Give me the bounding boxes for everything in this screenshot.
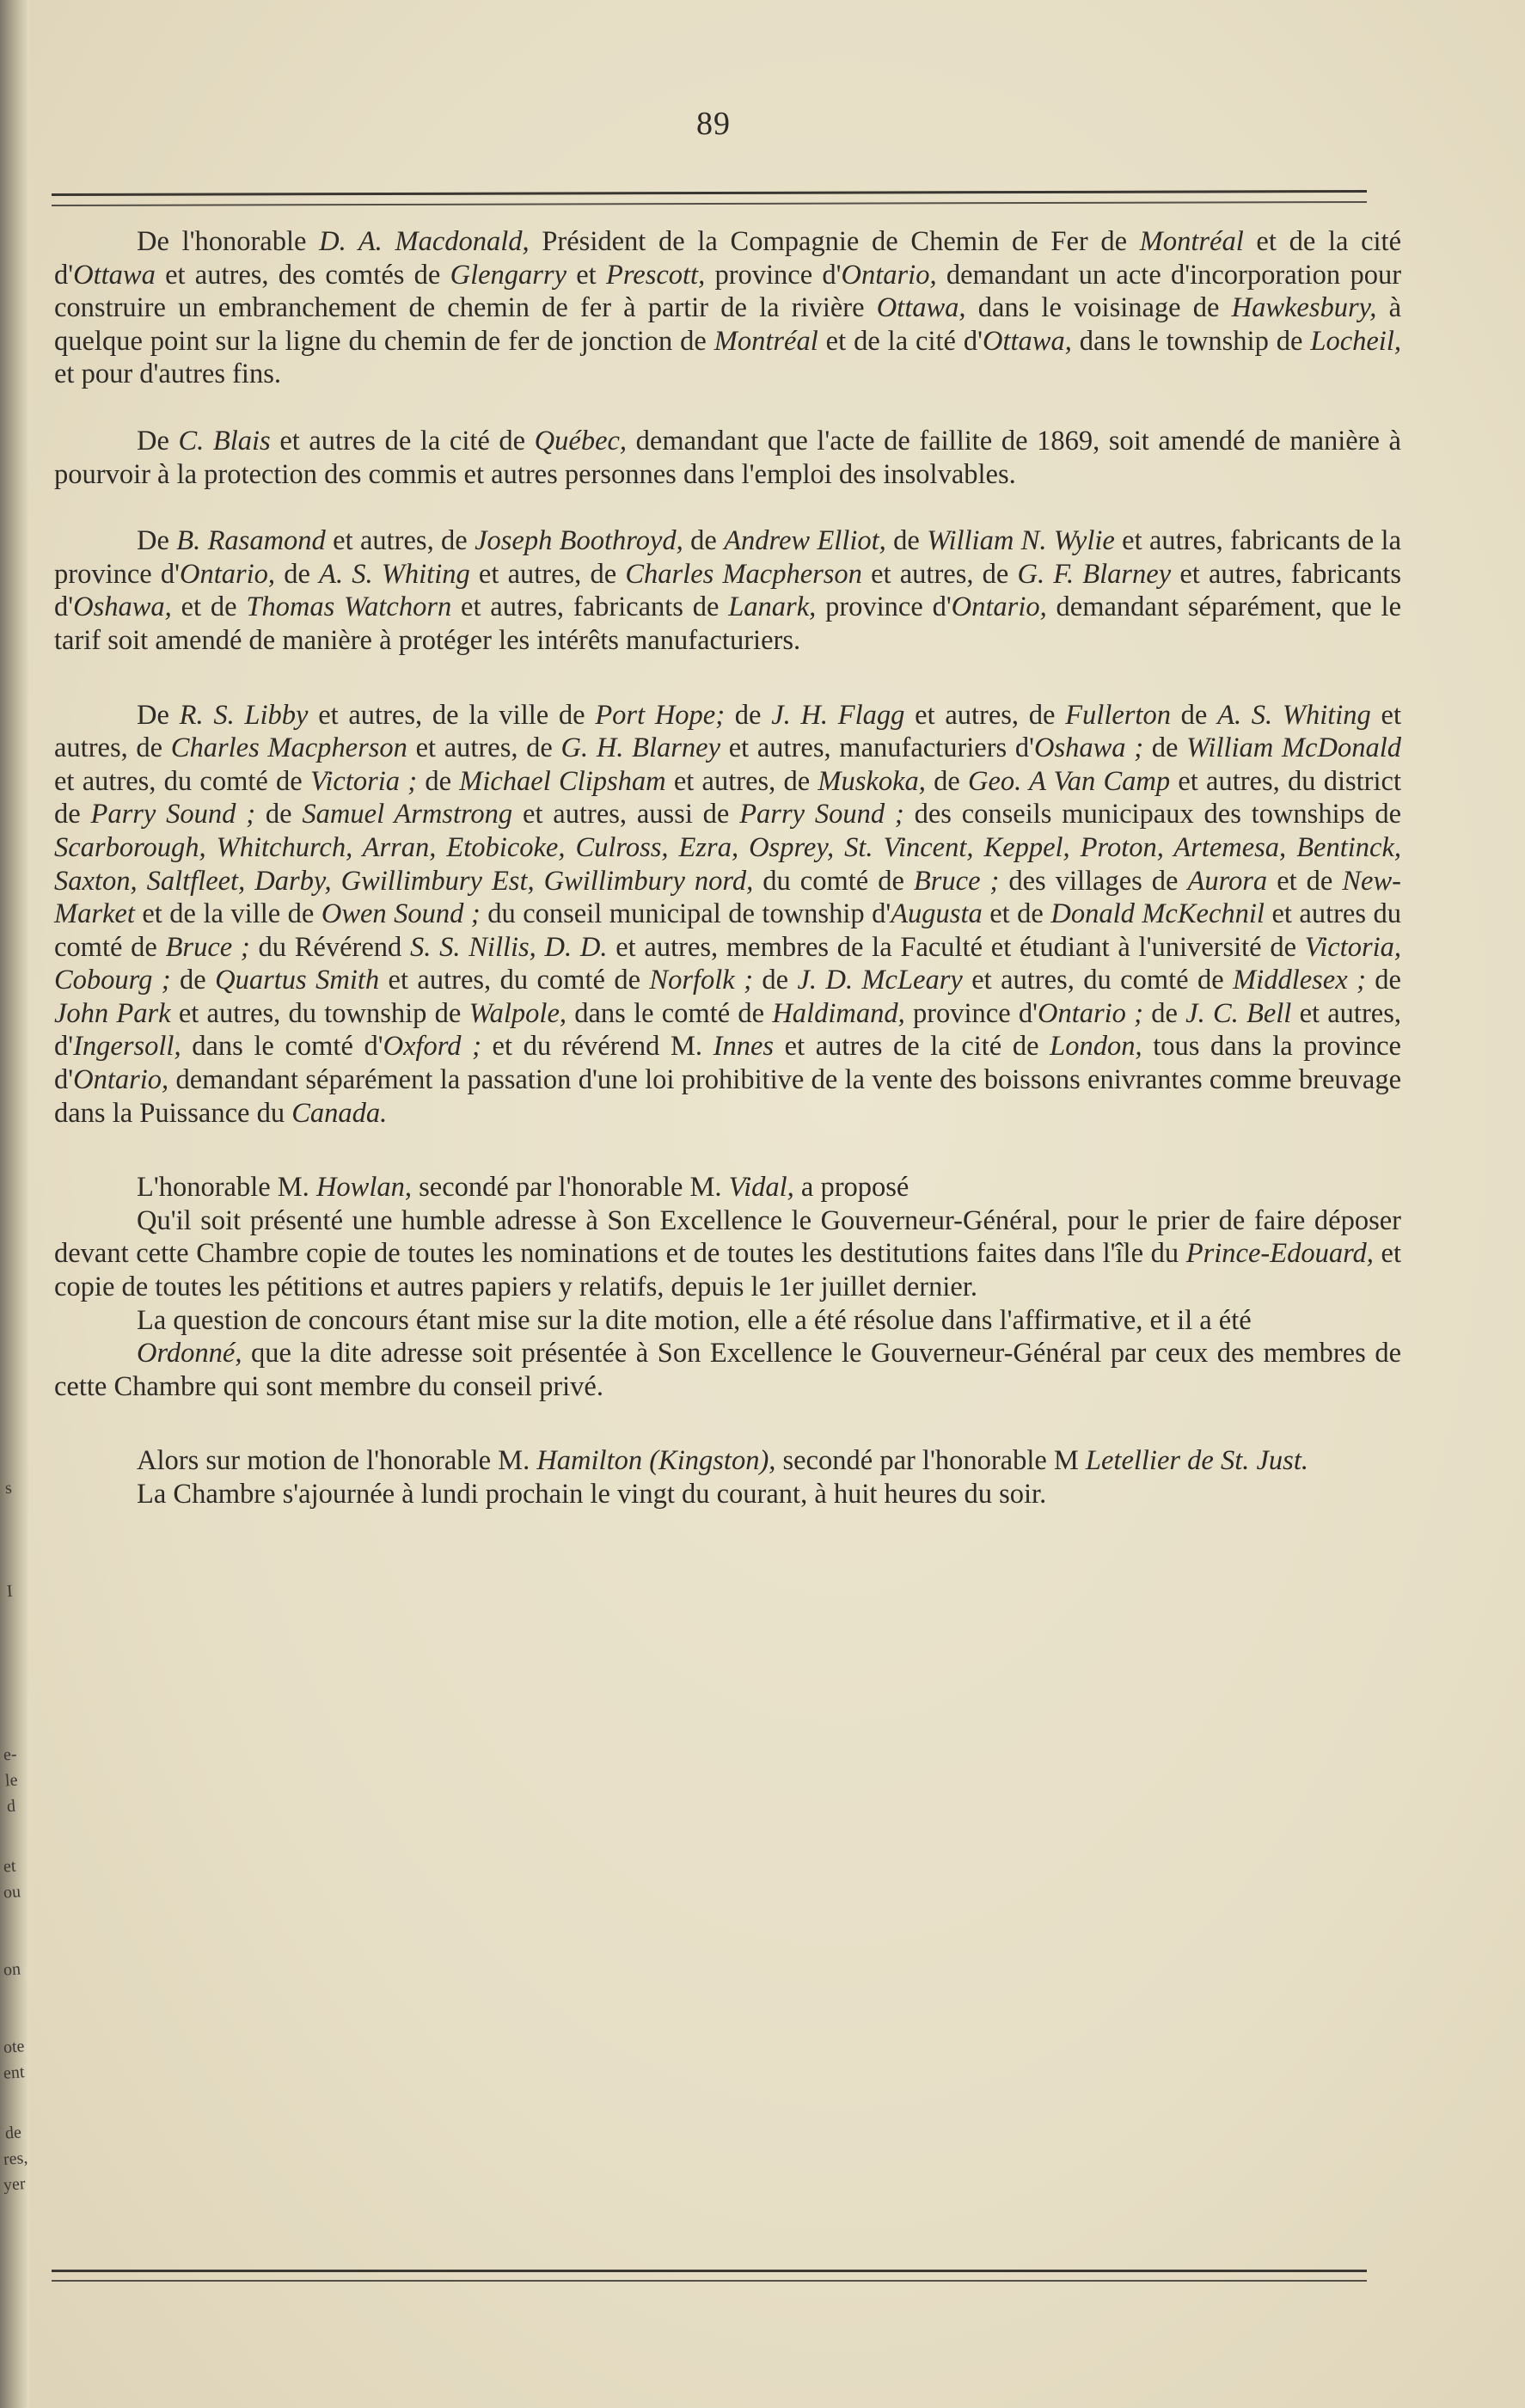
italic-name: Oshawa ; (1034, 732, 1144, 764)
text-run: demandant séparément, que le tarif soit amendé de manière à protéger les intérêts manufacturiers. (54, 591, 1401, 656)
italic-name: Locheil, (1310, 325, 1401, 357)
text-run: de (1143, 997, 1186, 1029)
italic-name: A. S. Whiting (319, 558, 470, 590)
italic-name: Ottawa, (876, 292, 966, 324)
italic-name: Quartus Smith (215, 965, 380, 996)
italic-name: Montréal (1139, 226, 1244, 257)
italic-name: Innes (713, 1031, 775, 1063)
text-run: du conseil municipal de township d' (480, 898, 891, 930)
italic-name: Canada. (291, 1097, 388, 1129)
text-run: De (137, 699, 180, 731)
footer-rule-thin (52, 2280, 1367, 2282)
text-run: dans le township de (1071, 325, 1311, 357)
italic-name: Ontario, (841, 259, 937, 291)
italic-name: Ontario ; (1038, 997, 1143, 1029)
text-run: Alors sur motion de l'honorable M. (137, 1445, 537, 1477)
italic-name: Parry Sound ; (739, 799, 904, 830)
motion-order (54, 1337, 1401, 1403)
italic-name: Oshawa, (73, 591, 172, 623)
text-run: de (925, 765, 969, 797)
italic-name: S. S. Nillis, D. D. (410, 931, 608, 963)
italic-name: Donald McKechnil (1050, 898, 1265, 930)
text-run: demandant séparément la passation d'une loi prohibitive de la vente des boissons enivrantes comme breuvage dans la Puissance du (54, 1064, 1401, 1129)
text-run: a proposé (793, 1172, 909, 1204)
italic-name: Bruce ; (913, 865, 1000, 897)
italic-name: R. S. Libby (179, 699, 309, 731)
italic-name: New-Market (54, 865, 1401, 930)
italic-name: Oxford ; (383, 1031, 481, 1063)
italic-name: Scarborough, Whitchurch, Arran, Etobicoke, Culross, Ezra, Osprey, St. Vincent, Keppel, Proton, Artemesa, Bentinck, Saxton, Saltfleet, Darby, Gwillimbury Est, Gwillimbury nord, (54, 831, 1401, 897)
text-run: De (137, 525, 177, 557)
margin-fragment: res, (3, 2148, 29, 2169)
margin-fragment: s (4, 1478, 13, 1498)
margin-fragment: de (4, 2123, 22, 2143)
italic-name: J. H. Flagg (771, 699, 905, 731)
text-run: de (255, 799, 303, 830)
italic-name: Glengarry (450, 259, 567, 291)
italic-name: Ordonné, (137, 1338, 242, 1369)
text-run: et autres, aussi de (512, 799, 740, 830)
text-run: et autres, de (904, 699, 1066, 731)
text-run: demandant un acte d'incorporation pour construire un embranchement de chemin de fer à partir de la rivière (54, 259, 1402, 324)
italic-name: Aurora (1187, 865, 1268, 897)
text-run: De l'honorable (137, 226, 320, 257)
italic-name: Letellier de St. Just. (1085, 1445, 1308, 1477)
text-run: Président de la Compagnie de Chemin de Fer de (529, 226, 1140, 257)
italic-name: Hawkesbury, (1231, 292, 1377, 324)
italic-name: Prince-Edouard, (1185, 1238, 1374, 1270)
motion-question (54, 1304, 1401, 1338)
text-run: et autres, du comté de (379, 965, 650, 996)
italic-name: Walpole, (469, 997, 567, 1029)
italic-name: D. A. Macdonald, (319, 226, 530, 257)
text-run: de (752, 965, 798, 996)
text-run: de (417, 765, 460, 797)
italic-name: J. D. McLeary (797, 965, 963, 996)
italic-name: Charles Macpherson (625, 558, 862, 590)
text-run: de (170, 965, 216, 996)
italic-name: Ontario, (180, 558, 276, 590)
text-run: et autres, du comté de (962, 965, 1234, 996)
text-run: et autres de la cité de (774, 1031, 1050, 1063)
italic-name: Ottawa, (983, 325, 1072, 357)
text-run: et copie de toutes les pétitions et autres papiers y relatifs, depuis le 1er juillet dernier. (54, 1238, 1401, 1303)
italic-name: Ontario, (73, 1064, 169, 1096)
italic-name: Michael Clipsham (459, 765, 666, 797)
footer-rule-thick (52, 2270, 1367, 2272)
italic-name: Middlesex ; (1233, 965, 1366, 996)
text-run: de (1365, 965, 1401, 996)
italic-name: Norfolk ; (649, 965, 753, 996)
text-run: de (1143, 732, 1187, 764)
text-run: des villages de (999, 865, 1188, 897)
journal-body (54, 225, 1401, 1511)
text-run: des conseils municipaux des townships de (903, 799, 1402, 830)
text-run: et pour d'autres fins. (54, 358, 281, 390)
text-run: dans le voisinage de (965, 292, 1232, 324)
italic-name: Joseph Boothroyd, (475, 525, 683, 557)
italic-name: Geo. A Van Camp (968, 765, 1171, 797)
text-run: secondé par l'honorable M. (412, 1172, 729, 1204)
italic-name: Port Hope; (595, 699, 726, 731)
text-run: de (275, 558, 320, 590)
italic-name: Andrew Elliot, (724, 525, 886, 557)
text-run: L'honorable M. (137, 1172, 316, 1204)
text-run: de (725, 699, 772, 731)
text-run: et autres, de (665, 765, 818, 797)
italic-name: Muskoka, (818, 765, 926, 797)
italic-name: London, (1050, 1031, 1142, 1063)
text-run: et de (1267, 865, 1343, 897)
text-run: et autres, fabricants d' (54, 558, 1402, 623)
margin-fragment: ou (3, 1882, 21, 1903)
text-run: et autres, du district de (54, 765, 1401, 830)
text-run: et autres, de (861, 558, 1018, 590)
text-run: et autres, de (407, 732, 561, 764)
margin-fragment: et (3, 1856, 17, 1877)
italic-name: Parry Sound ; (90, 799, 256, 830)
text-run: et de (171, 591, 247, 623)
text-run: Qu'il soit présenté une humble adresse à Son Excellence le Gouverneur-Général, pour le prier de faire déposer devant cette Chambre copie de toutes les nominations et de toutes les destitutions faites dans l'île du (54, 1204, 1401, 1270)
italic-name: Augusta (891, 898, 983, 930)
petition-paragraph (54, 699, 1401, 1130)
text-run: tous dans la province d' (54, 1031, 1401, 1096)
italic-name: Hamilton (Kingston), (536, 1445, 776, 1477)
text-run: que la dite adresse soit présentée à Son Excellence le Gouverneur-Général par ceux des membres de cette Chambre qui sont membre du conseil privé. (54, 1338, 1401, 1402)
italic-name: J. C. Bell (1185, 997, 1292, 1029)
margin-fragment: on (3, 1959, 21, 1980)
italic-name: Bruce ; (165, 931, 250, 963)
italic-name: A. S. Whiting (1217, 699, 1371, 731)
text-run: et autres, de la ville de (308, 699, 596, 731)
text-run: et autres, du township de (170, 997, 469, 1029)
text-run: de (885, 525, 928, 557)
text-run: et de (982, 898, 1051, 930)
italic-name: Québec, (534, 425, 628, 456)
margin-fragment: d (6, 1796, 16, 1817)
text-run: dans le comté d' (181, 1031, 383, 1063)
italic-name: Haldimand, (772, 997, 905, 1029)
text-run: et autres, membres de la Faculté et étudiant à l'université de (607, 931, 1305, 963)
text-run: province d' (705, 259, 842, 291)
text-run: province d' (816, 591, 952, 623)
motion-body (54, 1204, 1401, 1304)
adjournment-statement (54, 1478, 1401, 1511)
text-run: de (683, 525, 725, 557)
text-run: et autres, de (469, 558, 626, 590)
text-run: De (137, 425, 179, 456)
text-run: et de la cité d' (818, 325, 983, 357)
italic-name: Victoria, Cobourg ; (54, 931, 1401, 996)
italic-name: Owen Sound ; (321, 898, 481, 930)
italic-name: Samuel Armstrong (302, 799, 513, 830)
margin-fragment: yer (3, 2174, 27, 2195)
text-run: et autres, fabricants de (451, 591, 729, 623)
italic-name: Ontario, (951, 591, 1047, 623)
italic-name: William McDonald (1186, 732, 1401, 764)
text-run: et autres, d' (54, 997, 1401, 1063)
text-run: et autres, du comté de (54, 765, 310, 797)
italic-name: G. F. Blarney (1017, 558, 1172, 590)
text-run: et autres de la cité de (270, 425, 535, 456)
motion-intro (54, 1171, 1401, 1204)
italic-name: B. Rasamond (176, 525, 326, 557)
text-run: et autres, de (54, 699, 1401, 764)
margin-fragment: I (6, 1581, 14, 1602)
italic-name: Montréal (714, 325, 818, 357)
petition-paragraph (54, 225, 1401, 391)
text-run: et autres, manufacturiers d' (720, 732, 1034, 764)
text-run: et (567, 259, 606, 291)
italic-name: William N. Wylie (927, 525, 1115, 557)
margin-fragment: le (4, 1770, 19, 1791)
petition-paragraph (54, 524, 1401, 657)
italic-name: Howlan, (315, 1172, 412, 1204)
petition-paragraph (54, 425, 1401, 491)
margin-fragment: ent (3, 2062, 26, 2083)
margin-fragment: ote (3, 2037, 26, 2057)
italic-name: Thomas Watchorn (246, 591, 452, 623)
text-run: du Révérend (249, 931, 410, 963)
italic-name: Ingersoll, (73, 1031, 181, 1063)
page-number: 89 (696, 106, 731, 142)
text-run: à quelque point sur la ligne du chemin de fer de jonction de (54, 292, 1401, 357)
text-run: province d' (904, 997, 1038, 1029)
text-run: et de la cité d' (54, 226, 1401, 291)
text-run: et autres, des comtés de (155, 259, 450, 291)
italic-name: Ottawa (73, 259, 156, 291)
margin-fragment: e- (3, 1744, 18, 1765)
italic-name: C. Blais (178, 425, 271, 456)
text-run: et de la ville de (134, 898, 322, 930)
text-run: La question de concours étant mise sur la dite motion, elle a été résolue dans l'affirmative, et il a été (137, 1304, 1252, 1336)
text-run: secondé par l'honorable M (775, 1445, 1086, 1477)
italic-name: Lanark, (728, 591, 817, 623)
text-run: et autres, de (325, 525, 475, 557)
italic-name: Prescott, (605, 259, 706, 291)
text-run: du comté de (753, 865, 914, 897)
text-run: et autres, fabricants de la province d' (54, 525, 1402, 590)
italic-name: Charles Macpherson (170, 732, 407, 764)
italic-name: G. H. Blarney (560, 732, 721, 764)
text-run: et autres du comté de (54, 898, 1401, 963)
text-run: La Chambre s'ajournée à lundi prochain le vingt du courant, à huit heures du soir. (137, 1479, 1047, 1510)
italic-name: Victoria ; (309, 765, 418, 797)
text-run: dans le comté de (567, 997, 773, 1029)
italic-name: Vidal, (728, 1172, 794, 1204)
italic-name: John Park (54, 997, 171, 1029)
adjournment-motion (54, 1444, 1401, 1478)
text-run: de (1170, 699, 1218, 731)
italic-name: Fullerton (1065, 699, 1171, 731)
text-run: demandant que l'acte de faillite de 1869, soit amendé de manière à pourvoir à la protection des commis et autres personnes dans l'emploi des insolvables. (54, 425, 1401, 490)
text-run: et du révérend M. (481, 1031, 714, 1063)
